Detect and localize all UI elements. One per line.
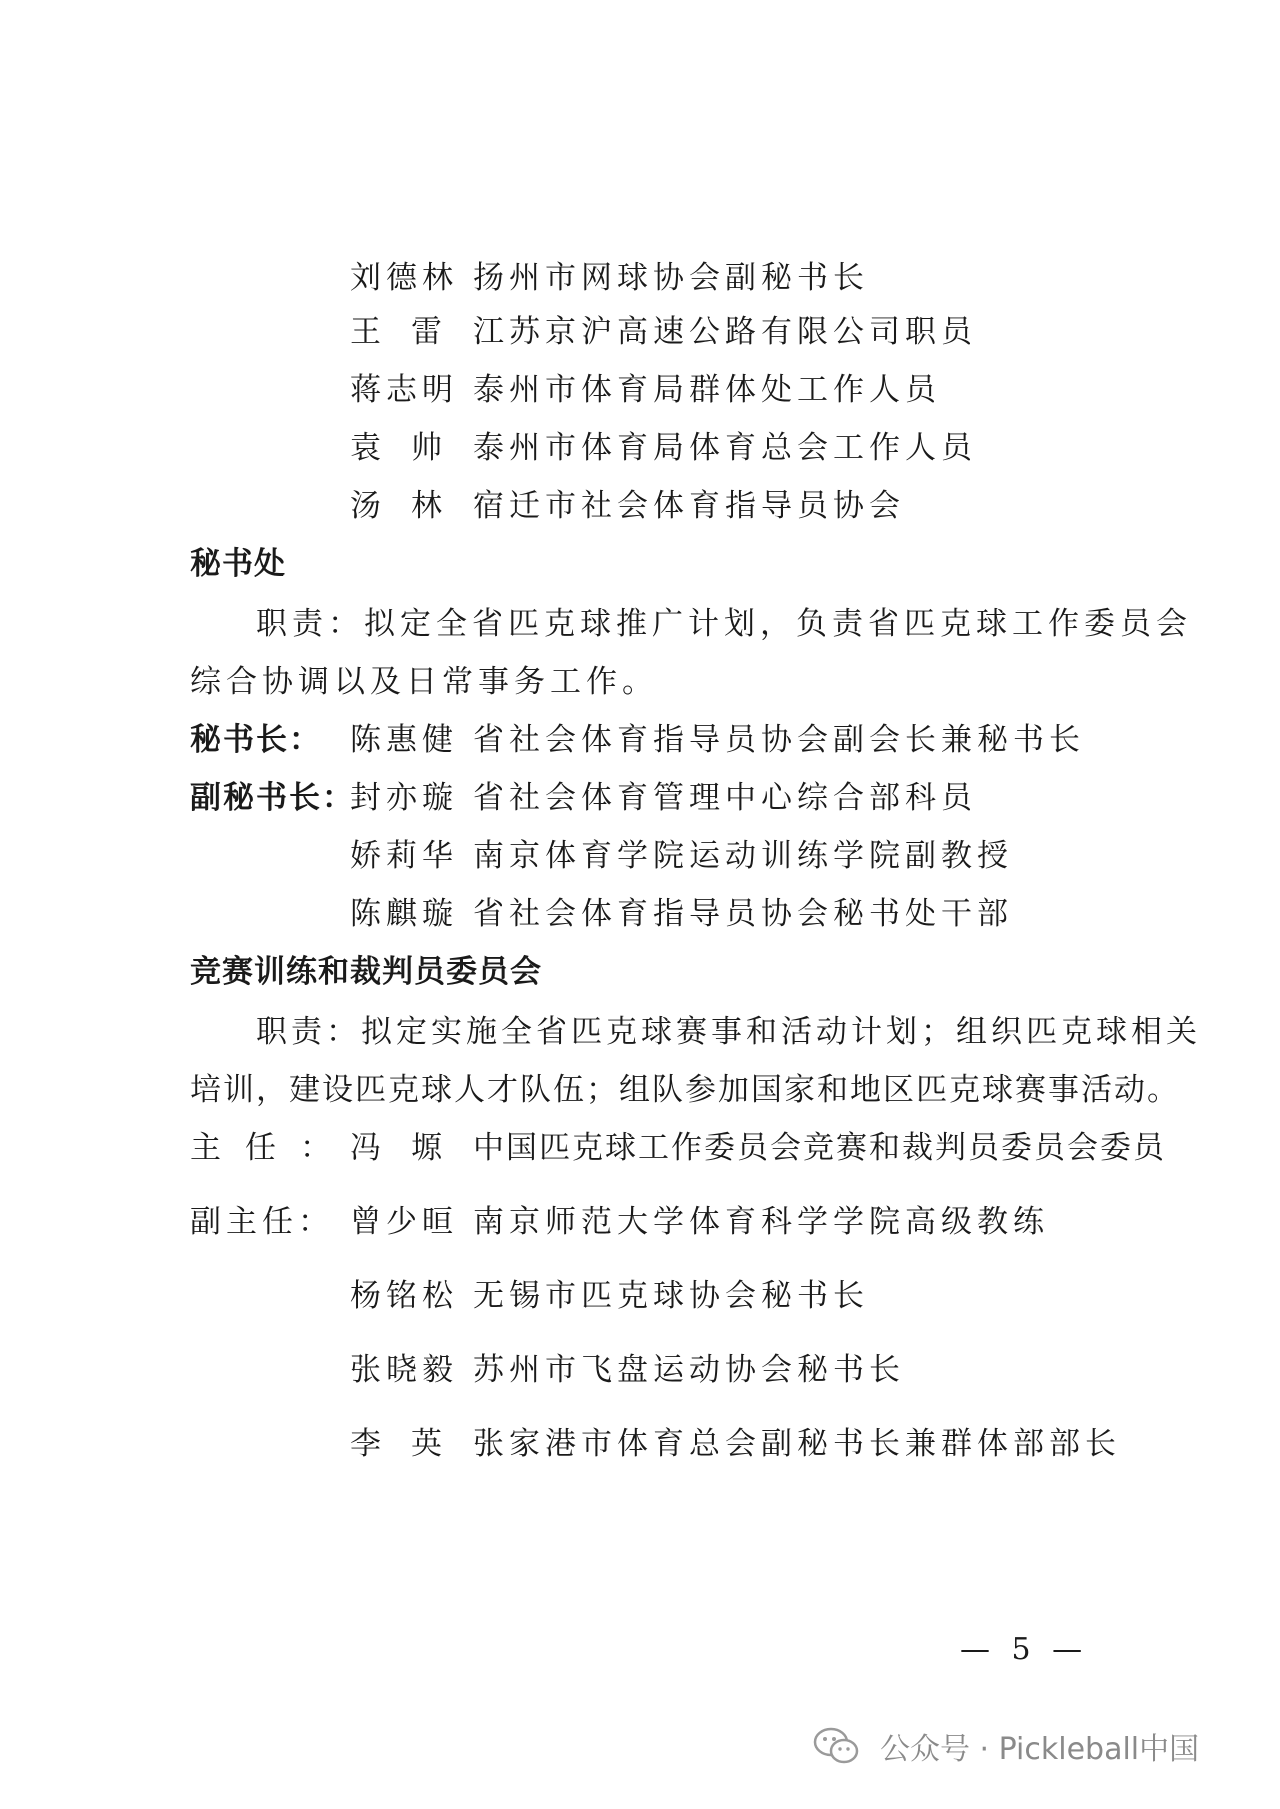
member-desc: 江苏京沪高速公路有限公司职员 [473,314,977,350]
duty-text: 培训，建设匹克球人才队伍；组队参加国家和地区匹克球赛事活动。 [190,1072,1180,1108]
page-number: — 5 — [960,1632,1089,1667]
watermark-text: 公众号 · Pickleball中国 [880,1732,1200,1767]
member-name: 王雷 [350,314,472,350]
member-name: 李英 [350,1426,472,1462]
duty-text: 职责：拟定实施全省匹克球赛事和活动计划；组织匹克球相关 [256,1014,1201,1050]
member-desc: 泰州市体育局群体处工作人员 [473,372,941,408]
role-label: 主任： [190,1130,355,1166]
member-name: 娇莉华 [350,838,458,874]
duty-text: 职责：拟定全省匹克球推广计划，负责省匹克球工作委员会 [256,606,1192,642]
role-label: 副秘书长： [190,780,355,816]
member-desc: 无锡市匹克球协会秘书长 [473,1278,869,1314]
member-desc: 中国匹克球工作委员会竞赛和裁判员委员会委员 [473,1130,1166,1166]
section-heading: 竞赛训练和裁判员委员会 [190,954,542,990]
member-desc: 省社会体育指导员协会副会长兼秘书长 [473,722,1085,758]
member-name: 陈惠健 [350,722,458,758]
member-name: 陈麒璇 [350,896,458,932]
member-desc: 张家港市体育总会副秘书长兼群体部部长 [473,1426,1121,1462]
member-name: 张晓毅 [350,1352,458,1388]
member-name: 汤林 [350,488,472,524]
member-name: 冯塬 [350,1130,472,1166]
member-desc: 扬州市网球协会副秘书长 [473,260,869,296]
section-heading: 秘书处 [190,546,286,582]
watermark [812,1726,1199,1766]
role-label: 秘书长： [190,722,322,758]
member-name: 袁帅 [350,430,472,466]
member-name: 曾少晅 [350,1204,458,1240]
wechat-icon [812,1726,862,1766]
duty-text: 综合协调以及日常事务工作。 [190,664,658,700]
member-name: 刘德林 [350,260,458,296]
member-desc: 宿迁市社会体育指导员协会 [473,488,905,524]
member-name: 封亦璇 [350,780,458,816]
member-desc: 省社会体育指导员协会秘书处干部 [473,896,1013,932]
member-desc: 苏州市飞盘运动协会秘书长 [473,1352,905,1388]
role-label: 副主任： [190,1204,334,1240]
member-desc: 泰州市体育局体育总会工作人员 [473,430,977,466]
member-desc: 省社会体育管理中心综合部科员 [473,780,977,816]
member-desc: 南京师范大学体育科学学院高级教练 [473,1204,1049,1240]
member-desc: 南京体育学院运动训练学院副教授 [473,838,1013,874]
member-name: 杨铭松 [350,1278,458,1314]
member-name: 蒋志明 [350,372,458,408]
